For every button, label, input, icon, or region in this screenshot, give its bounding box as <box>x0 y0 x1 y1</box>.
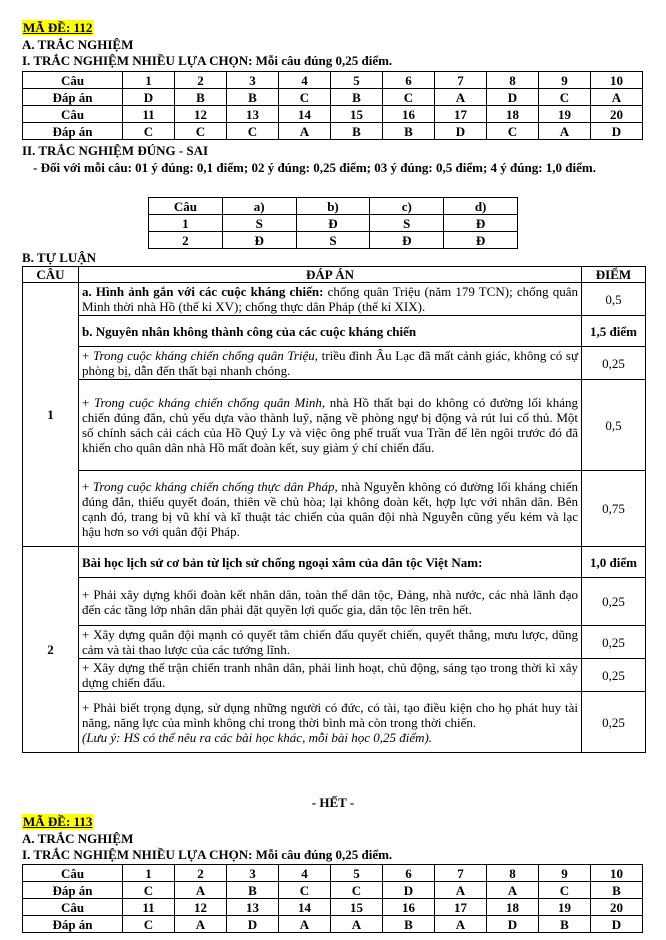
table-cell: 11 <box>123 899 175 916</box>
answer-bold-lead: Bài học lịch sử cơ bản từ lịch sử chống ngoại xâm của dân tộc Việt Nam: <box>82 554 483 570</box>
table-cell: 17 <box>435 899 487 916</box>
part2-heading: II. TRẮC NGHIỆM ĐÚNG - SAI <box>22 143 209 158</box>
answer-body: , triều đình Âu Lạc đã mất cảnh giác, không có sự phòng bị, dẫn đến thất bại nhanh chóng. <box>82 348 578 378</box>
section-a-heading: A. TRẮC NGHIỆM <box>22 37 134 52</box>
table-cell: 13 <box>227 899 279 916</box>
table-cell: 15 <box>331 106 383 123</box>
table-cell: D <box>383 882 435 899</box>
essay-answer-text <box>79 626 582 659</box>
table-cell: d) <box>444 198 518 215</box>
mc-row <box>23 72 643 89</box>
essay-question-number: 1 <box>23 283 79 547</box>
table-cell: Câu <box>23 106 123 123</box>
exam-code-112: MÃ ĐỀ: 112 <box>23 20 93 35</box>
table-cell: C <box>175 123 227 140</box>
answer-italic-lead: Trong cuộc kháng chiến chống thực dân Pháp <box>92 478 335 494</box>
table-cell: 11 <box>123 106 175 123</box>
table-cell: 15 <box>331 899 383 916</box>
table-cell: A <box>175 882 227 899</box>
essay-row <box>23 626 646 659</box>
table-cell: B <box>591 882 643 899</box>
table-cell: C <box>123 882 175 899</box>
essay-answer-text <box>79 578 582 626</box>
table-cell: B <box>383 916 435 933</box>
table-cell: Đ <box>444 215 518 232</box>
table-cell: S <box>370 215 444 232</box>
table-cell: 2 <box>175 72 227 89</box>
table-cell: 9 <box>539 72 591 89</box>
table-cell: A <box>487 882 539 899</box>
essay-score: 1,0 điểm <box>582 547 646 578</box>
table-cell: 17 <box>435 106 487 123</box>
mc-answer-table-112 <box>22 71 643 140</box>
mc-row <box>23 916 643 933</box>
table-cell: 20 <box>591 899 643 916</box>
table-cell: 1 <box>123 865 175 882</box>
table-cell: 18 <box>487 899 539 916</box>
essay-header-question: CÂU <box>23 267 79 283</box>
table-cell: C <box>331 882 383 899</box>
table-cell: A <box>279 916 331 933</box>
part1-heading-113: I. TRẮC NGHIỆM NHIỀU LỰA CHỌN: Mỗi câu đúng 0,25 điểm. <box>22 847 393 862</box>
table-cell: C <box>539 89 591 106</box>
table-cell: 10 <box>591 72 643 89</box>
table-cell: 19 <box>539 899 591 916</box>
section-b-heading: B. TỰ LUẬN <box>22 250 97 265</box>
essay-row <box>23 471 646 547</box>
bullet-prefix: + <box>82 478 93 494</box>
answer-body: + Phải biết trọng dụng, sử dụng những người có đức, có tài, tạo điều kiện cho họ phát huy tài năng, năng lực của mình không chỉ trong thời bình mà còn trong thời chiến. <box>82 699 578 730</box>
mc-row <box>23 865 643 882</box>
table-cell: 18 <box>487 106 539 123</box>
mc-row <box>23 106 643 123</box>
essay-answer-text <box>79 316 582 347</box>
essay-question-number: 2 <box>23 547 79 753</box>
table-cell: 19 <box>539 106 591 123</box>
table-cell: 1 <box>123 72 175 89</box>
answer-body: , nhà Hồ thất bại do không có đường lối kháng chiến đúng đắn, chủ yếu dựa vào thành luỹ, nặng về phòng ngự bị động và rút lui cố thủ. Một số chính sách cải cách của Hồ Quý Ly và việc ông phế truất vua Trần để lên ngôi trước đó đã khiến cho quân dân nhà Hồ mất đoàn kết, suy giảm ý chí chiến đấu. <box>82 395 579 455</box>
essay-answer-table <box>22 266 646 753</box>
essay-score: 0,75 <box>582 471 646 547</box>
essay-answer-text <box>79 692 582 753</box>
table-cell: C <box>487 123 539 140</box>
essay-score: 0,25 <box>582 692 646 753</box>
table-cell: 14 <box>279 899 331 916</box>
bullet-prefix: + <box>82 395 94 410</box>
tf-row <box>149 198 518 215</box>
table-cell: 7 <box>435 72 487 89</box>
table-cell: D <box>227 916 279 933</box>
table-cell: D <box>435 123 487 140</box>
table-cell: S <box>222 215 296 232</box>
essay-score: 0,5 <box>582 380 646 471</box>
mc-row <box>23 89 643 106</box>
essay-row <box>23 659 646 692</box>
table-cell: A <box>435 916 487 933</box>
mc-row <box>23 882 643 899</box>
answer-note: (Lưu ý: HS có thể nêu ra các bài học khác, mỗi bài học 0,25 điểm). <box>82 729 433 745</box>
table-cell: B <box>227 89 279 106</box>
essay-score: 0,25 <box>582 659 646 692</box>
essay-row <box>23 692 646 753</box>
table-cell: 4 <box>279 865 331 882</box>
end-marker: - HẾT - <box>311 795 355 810</box>
essay-row <box>23 547 646 578</box>
table-cell: A <box>435 89 487 106</box>
table-cell: b) <box>296 198 370 215</box>
answer-italic-lead: Trong cuộc kháng chiến chống quân Triệu <box>92 348 315 363</box>
table-cell: Đáp án <box>23 882 123 899</box>
table-cell: Câu <box>23 72 123 89</box>
table-cell: D <box>487 89 539 106</box>
section-a-heading-113: A. TRẮC NGHIỆM <box>22 831 134 846</box>
table-cell: 8 <box>487 72 539 89</box>
table-cell: 12 <box>175 899 227 916</box>
answer-bold-lead: a. Hình ảnh gắn với các cuộc kháng chiến: <box>82 284 324 299</box>
table-cell: B <box>227 882 279 899</box>
essay-answer-text <box>79 380 582 471</box>
essay-row <box>23 578 646 626</box>
true-false-table <box>148 197 518 249</box>
table-cell: 9 <box>539 865 591 882</box>
table-cell: Đ <box>370 232 444 249</box>
table-cell: 4 <box>279 72 331 89</box>
table-cell: B <box>383 123 435 140</box>
table-cell: B <box>331 123 383 140</box>
essay-score: 1,5 điểm <box>582 316 646 347</box>
table-cell: Đáp án <box>23 89 123 106</box>
table-cell: c) <box>370 198 444 215</box>
answer-bold-lead: b. Nguyên nhân không thành công của các cuộc kháng chiến <box>82 323 417 339</box>
essay-row <box>23 283 646 316</box>
table-cell: Đ <box>444 232 518 249</box>
table-cell: 6 <box>383 72 435 89</box>
table-cell: C <box>227 123 279 140</box>
table-cell: 14 <box>279 106 331 123</box>
table-cell: Đáp án <box>23 916 123 933</box>
table-cell: Đáp án <box>23 123 123 140</box>
table-cell: A <box>175 916 227 933</box>
table-cell: 12 <box>175 106 227 123</box>
table-cell: A <box>279 123 331 140</box>
table-cell: C <box>539 882 591 899</box>
table-cell: B <box>175 89 227 106</box>
mc-row <box>23 899 643 916</box>
table-cell: 20 <box>591 106 643 123</box>
table-cell: C <box>279 89 331 106</box>
table-cell: B <box>331 89 383 106</box>
table-cell: S <box>296 232 370 249</box>
essay-row <box>23 316 646 347</box>
table-cell: Câu <box>23 865 123 882</box>
table-cell: D <box>591 916 643 933</box>
table-cell: 5 <box>331 72 383 89</box>
essay-score: 0,25 <box>582 626 646 659</box>
table-cell: C <box>123 123 175 140</box>
table-cell: 6 <box>383 865 435 882</box>
tf-row <box>149 232 518 249</box>
part2-scoring-note: - Đối với mỗi câu: 01 ý đúng: 0,1 điểm; 02 ý đúng: 0,25 điểm; 03 ý đúng: 0,5 điểm; 4 ý đúng: 1,0 điểm. <box>33 160 596 175</box>
essay-score: 0,25 <box>582 578 646 626</box>
table-cell: C <box>383 89 435 106</box>
table-cell: A <box>591 89 643 106</box>
essay-row <box>23 347 646 380</box>
bullet-prefix: + <box>82 348 93 363</box>
answer-italic-lead: Trong cuộc kháng chiến chống quân Minh <box>93 395 322 410</box>
table-cell: 16 <box>383 106 435 123</box>
essay-answer-text <box>79 347 582 380</box>
table-cell: Đ <box>296 215 370 232</box>
essay-answer-text <box>79 659 582 692</box>
table-cell: 10 <box>591 865 643 882</box>
table-cell: Đ <box>222 232 296 249</box>
table-cell: D <box>591 123 643 140</box>
table-cell: C <box>123 916 175 933</box>
table-cell: B <box>539 916 591 933</box>
essay-header-answer: ĐÁP ÁN <box>79 267 582 283</box>
table-cell: A <box>435 882 487 899</box>
essay-answer-text <box>79 283 582 316</box>
exam-code-113: MÃ ĐỀ: 113 <box>23 814 93 829</box>
table-cell: a) <box>222 198 296 215</box>
table-cell: 13 <box>227 106 279 123</box>
table-cell: C <box>279 882 331 899</box>
essay-answer-text <box>79 547 582 578</box>
table-cell: 16 <box>383 899 435 916</box>
mc-row <box>23 123 643 140</box>
table-cell: D <box>487 916 539 933</box>
table-cell: A <box>331 916 383 933</box>
essay-answer-text <box>79 471 582 547</box>
table-cell: 7 <box>435 865 487 882</box>
table-cell: D <box>123 89 175 106</box>
table-cell: Câu <box>23 899 123 916</box>
table-cell: Câu <box>149 198 223 215</box>
answer-body: + Phải xây dựng khối đoàn kết nhân dân, toàn thể dân tộc, Đảng, nhà nước, các nhà lãnh đạo đến các tầng lớp nhân dân phải đặt quyền lợi quốc gia, dân tộc lên trên hết. <box>82 586 578 617</box>
essay-score: 0,25 <box>582 347 646 380</box>
table-cell: 2 <box>149 232 223 249</box>
table-cell: 2 <box>175 865 227 882</box>
table-cell: 1 <box>149 215 223 232</box>
answer-body: , nhà Nguyễn không có đường lối kháng chiến đúng đắn, thiếu quyết đoán, thiên về chủ hòa; lại không đoàn kết, hợp lực với nhân dân. Bên cạnh đó, trang bị vũ khí và kĩ thuật tác chiến của quân đội nhà Nguyễn cũng yếu kém và lạc hậu hơn so với quân đội Pháp. <box>82 478 578 539</box>
table-cell: 3 <box>227 865 279 882</box>
table-cell: A <box>539 123 591 140</box>
mc-answer-table-113 <box>22 864 643 933</box>
table-cell: 5 <box>331 865 383 882</box>
answer-body: + Xây dựng thế trận chiến tranh nhân dân, phải linh hoạt, chủ động, sáng tạo trong thời kì xây dựng chiến đấu. <box>82 660 578 690</box>
tf-row <box>149 215 518 232</box>
table-cell: 8 <box>487 865 539 882</box>
answer-body: + Xây dựng quân đội mạnh có quyết tâm chiến đấu quyết chiến, quyết thắng, mưu lược, dũng cảm và tài thao lược của các tướng lĩnh. <box>82 627 578 657</box>
essay-score: 0,5 <box>582 283 646 316</box>
answer-body: chống quân Triệu (năm 179 TCN); chống quân Minh thời nhà Hồ (thế kỉ XV); chống thực dân Pháp (thế kỉ XIX). <box>82 284 578 314</box>
table-cell: 3 <box>227 72 279 89</box>
essay-row <box>23 380 646 471</box>
essay-header-score: ĐIỂM <box>582 267 646 283</box>
part1-heading: I. TRẮC NGHIỆM NHIỀU LỰA CHỌN: Mỗi câu đúng 0,25 điểm. <box>22 53 393 68</box>
